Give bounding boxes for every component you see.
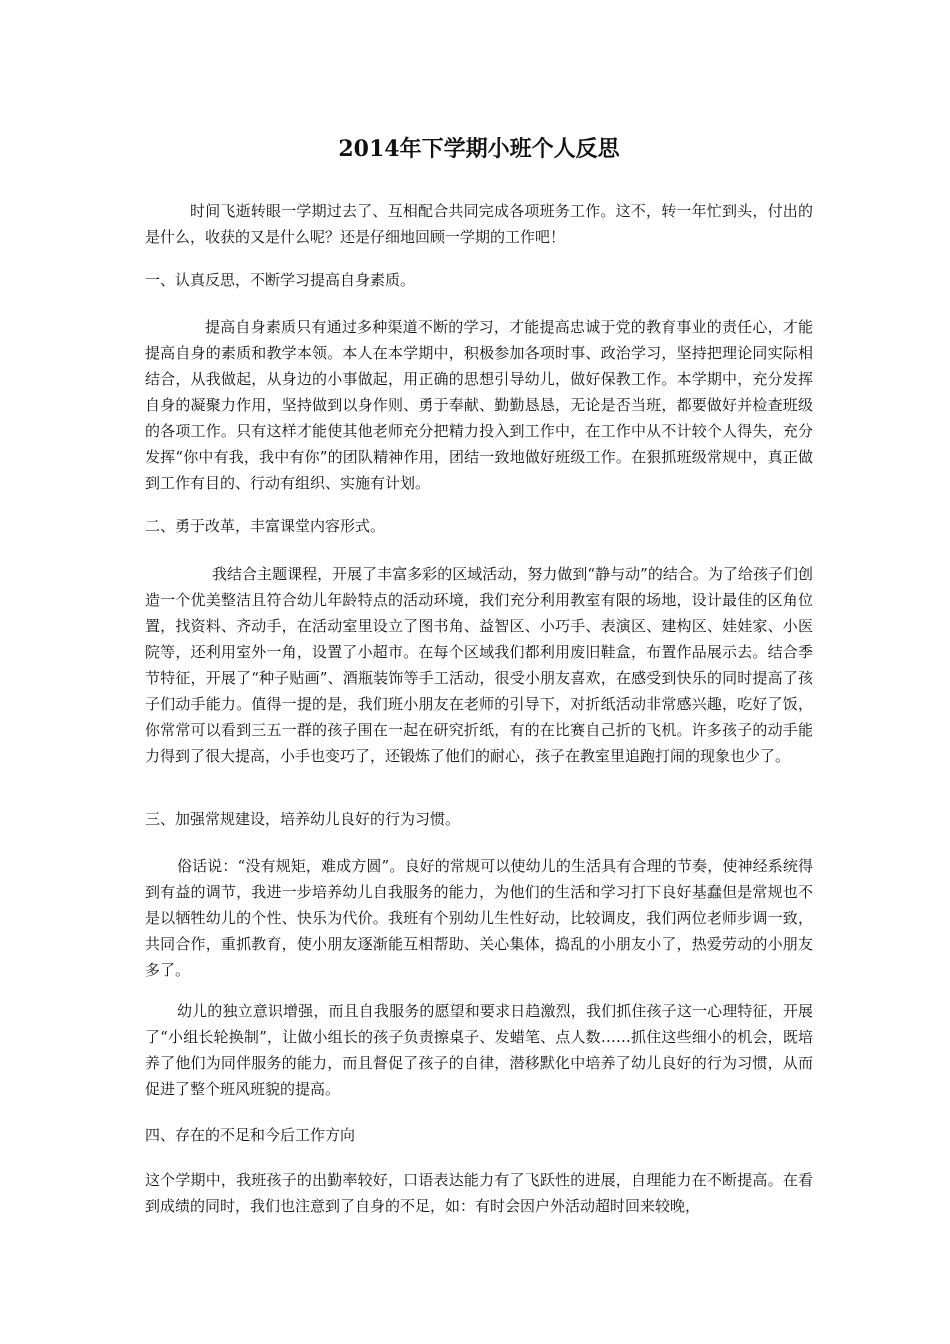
intro-paragraph: 时间飞逝转眼一学期过去了、互相配合共同完成各项班务工作。这不，转一年忙到头，付出的是什么，收获的又是什么呢？还是仔细地回顾一学期的工作吧！ <box>145 202 813 246</box>
section-4-heading: 四、存在的不足和今后工作方向 <box>145 1126 356 1144</box>
section-2-paragraph: 我结合主题课程，开展了丰富多彩的区域活动，努力做到“静与动”的结合。为了给孩子们创造一个优美整洁且符合幼儿年龄特点的活动环境，我们充分利用教室有限的场地，设计最佳的区角位置，找资料、齐动手，在活动室里设立了图书角、益智区、小巧手、表演区、建构区、娃娃家、小医院等，还利用室外一角，设置了小超市。在每个区域我们都利用废旧鞋盒，布置作品展示去。结合季节特征，开展了“种子贴画”、酒瓶装饰等手工活动，很受小朋友喜欢，在感受到快乐的同时提高了孩子们动手能力。值得一提的是，我们班小朋友在老师的引导下，对折纸活动非常感兴趣，吃好了饭，你常常可以看到三五一群的孩子围在一起在研究折纸，有的在比赛自己折的飞机。许多孩子的动手能力得到了很大提高，小手也变巧了，还锻炼了他们的耐心，孩子在教室里追跑打闹的现象也少了。 <box>145 565 813 765</box>
section-3-paragraph-1: 俗话说：“没有规矩，难成方圆”。良好的常规可以使幼儿的生活具有合理的节奏，使神经系统得到有益的调节，我进一步培养幼儿自我服务的能力，为他们的生活和学习打下良好基蠢但是常规也不是以牺牲幼儿的个性、快乐为代价。我班有个别幼儿生性好动，比较调皮，我们两位老师步调一致，共同合作，重抓教育，使小朋友逐渐能互相帮助、关心集体，捣乱的小朋友小了，热爱劳动的小朋友多了。 <box>145 857 813 979</box>
document-title: 2014年下学期小班个人反思 <box>338 136 620 162</box>
section-1-heading: 一、认真反思，不断学习提高自身素质。 <box>145 271 416 289</box>
section-1-paragraph: 提高自身素质只有通过多种渠道不断的学习，才能提高忠诚于党的教育事业的责任心，才能提高自身的素质和教学本领。本人在本学期中，积极参加各项时事、政治学习，坚持把理论同实际相结合，从我做起，从身边的小事做起，用正确的思想引导幼儿，做好保教工作。本学期中，充分发挥自身的凝聚力作用，坚持做到以身作则、勇于奉献、勤勤恳恳，无论是否当班，都要做好并检查班级的各项工作。只有这样才能使其他老师充分把精力投入到工作中，在工作中从不计较个人得失，充分发挥“你中有我，我中有你”的团队精神作用，团结一致地做好班级工作。在狠抓班级常规中，真正做到工作有目的、行动有组织、实施有计划。 <box>145 318 813 492</box>
section-3-paragraph-2: 幼儿的独立意识增强，而且自我服务的愿望和要求日趋激烈，我们抓住孩子这一心理特征，开展了“小组长轮换制”，让做小组长的孩子负责擦桌子、发蜡笔、点人数……抓住这些细小的机会，既培养了他们为同伴服务的能力，而且督促了孩子的自律，潜移默化中培养了幼儿良好的行为习惯，从而促进了整个班风班貌的提高。 <box>145 1002 813 1098</box>
section-2-heading: 二、勇于改革，丰富课堂内容形式。 <box>145 517 386 535</box>
section-3-heading: 三、加强常规建设，培养幼儿良好的行为习惯。 <box>145 810 461 828</box>
section-4-paragraph: 这个学期中，我班孩子的出勤率较好，口语表达能力有了飞跃性的进展，自理能力在不断提高。在看到成绩的同时，我们也注意到了自身的不足，如：有时会因户外活动超时回来较晚， <box>145 1171 813 1215</box>
